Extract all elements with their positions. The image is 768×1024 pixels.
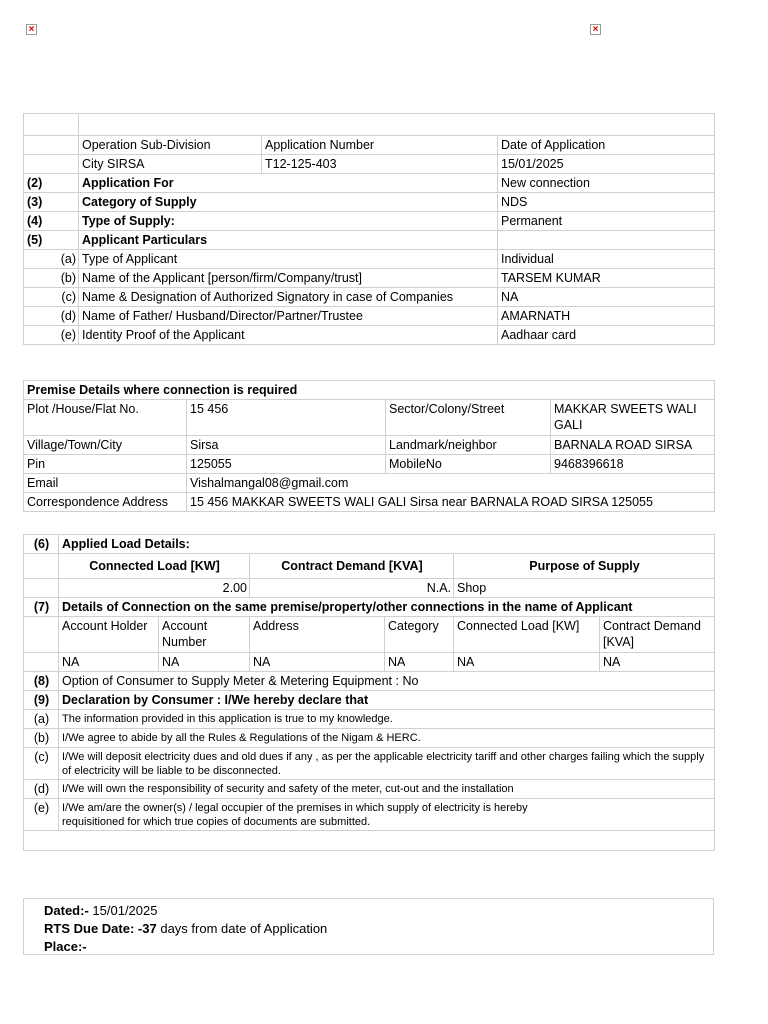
contract-demand-kva-header: Contract Demand [KVA]: [600, 617, 715, 653]
sub-item-letter: (b): [24, 269, 79, 288]
rts-days: -37: [137, 921, 157, 936]
category-header: Category: [385, 617, 454, 653]
application-for-value: New connection: [498, 174, 715, 193]
plot-value: 15 456: [187, 400, 386, 436]
dated-label: Dated:-: [44, 903, 89, 918]
pin-label: Pin: [24, 455, 187, 474]
address-header: Address: [250, 617, 385, 653]
connected-load-header: Connected Load [KW]: [59, 554, 250, 579]
purpose-of-supply-header: Purpose of Supply: [454, 554, 715, 579]
section-number: (7): [24, 598, 59, 617]
type-of-applicant-label: Type of Applicant: [79, 250, 498, 269]
authorized-signatory-label: Name & Designation of Authorized Signatory in case of Companies: [79, 288, 498, 307]
category-of-supply-label: Category of Supply: [79, 193, 498, 212]
section-number: (4): [24, 212, 79, 231]
correspondence-address-label: Correspondence Address: [24, 493, 187, 512]
application-for-label: Application For: [79, 174, 498, 193]
spacer-row: [24, 831, 715, 851]
account-holder-value: NA: [59, 653, 159, 672]
sub-item-letter: (a): [24, 710, 59, 729]
section-number: (2): [24, 174, 79, 193]
declaration-item: I/We agree to abide by all the Rules & Regulations of the Nigam & HERC.: [59, 729, 715, 748]
village-value: Sirsa: [187, 436, 386, 455]
contract-demand-value: N.A.: [250, 579, 454, 598]
contract-demand-header: Contract Demand [KVA]: [250, 554, 454, 579]
section-number: (3): [24, 193, 79, 212]
contract-demand-kva-value: NA: [600, 653, 715, 672]
applicant-name-label: Name of the Applicant [person/firm/Company/trust]: [79, 269, 498, 288]
sub-item-letter: (e): [24, 799, 59, 831]
category-value: NA: [385, 653, 454, 672]
date-of-application-value: 15/01/2025: [498, 155, 715, 174]
landmark-label: Landmark/neighbor: [386, 436, 551, 455]
father-name-value: AMARNATH: [498, 307, 715, 326]
sector-value: MAKKAR SWEETS WALI GALI: [551, 400, 715, 436]
sub-item-letter: (d): [24, 780, 59, 799]
op-sub-division-label: Operation Sub-Division: [79, 136, 262, 155]
village-label: Village/Town/City: [24, 436, 187, 455]
broken-image-icon: ×: [26, 24, 37, 35]
type-of-supply-value: Permanent: [498, 212, 715, 231]
premise-details-table: [23, 380, 715, 512]
sector-label: Sector/Colony/Street: [386, 400, 551, 436]
type-of-applicant-value: Individual: [498, 250, 715, 269]
declaration-item: I/We am/are the owner(s) / legal occupier of the premises in which supply of electricity is hereby requisitioned for which true copies of documents are submitted.: [59, 799, 715, 831]
identity-proof-label: Identity Proof of the Applicant: [79, 326, 498, 345]
email-value: Vishalmangal08@gmail.com: [187, 474, 715, 493]
meter-option-text: Option of Consumer to Supply Meter & Metering Equipment : No: [59, 672, 715, 691]
declaration-item: The information provided in this application is true to my knowledge.: [59, 710, 715, 729]
declaration-item: I/We will deposit electricity dues and old dues if any , as per the applicable electricity tariff and other charges failing which the supply of electricity will be liable to be disconnected.: [59, 748, 715, 780]
dated-value: 15/01/2025: [92, 903, 158, 918]
authorized-signatory-value: NA: [498, 288, 715, 307]
application-table: [23, 113, 715, 345]
email-label: Email: [24, 474, 187, 493]
applied-load-title: Applied Load Details:: [59, 535, 715, 554]
other-connections-title: Details of Connection on the same premise/property/other connections in the name of Applicant: [59, 598, 715, 617]
mobile-value: 9468396618: [551, 455, 715, 474]
sub-item-letter: (e): [24, 326, 79, 345]
connected-load-value: 2.00: [59, 579, 250, 598]
section-number: (5): [24, 231, 79, 250]
pin-value: 125055: [187, 455, 386, 474]
type-of-supply-label: Type of Supply:: [79, 212, 498, 231]
place-label: Place:-: [44, 939, 87, 954]
category-of-supply-value: NDS: [498, 193, 715, 212]
application-number-value: T12-125-403: [262, 155, 498, 174]
rts-suffix: days from date of Application: [160, 921, 328, 936]
sub-item-letter: (b): [24, 729, 59, 748]
mobile-label: MobileNo: [386, 455, 551, 474]
rts-due-label: RTS Due Date:: [44, 921, 135, 936]
application-number-label: Application Number: [262, 136, 498, 155]
account-number-header: Account Number: [159, 617, 250, 653]
connected-load-kw-value: NA: [454, 653, 600, 672]
section-number: (6): [24, 535, 59, 554]
identity-proof-value: Aadhaar card: [498, 326, 715, 345]
section-number: (8): [24, 672, 59, 691]
section-number: (9): [24, 691, 59, 710]
premise-details-title: Premise Details where connection is required: [24, 381, 715, 400]
declaration-title: Declaration by Consumer : I/We hereby declare that: [59, 691, 715, 710]
applicant-particulars-label: Applicant Particulars: [79, 231, 498, 250]
op-sub-division-value: City SIRSA: [79, 155, 262, 174]
connected-load-kw-header: Connected Load [KW]: [454, 617, 600, 653]
broken-image-icon: ×: [590, 24, 601, 35]
sub-item-letter: (c): [24, 748, 59, 780]
correspondence-address-value: 15 456 MAKKAR SWEETS WALI GALI Sirsa near BARNALA ROAD SIRSA 125055: [187, 493, 715, 512]
sub-item-letter: (c): [24, 288, 79, 307]
address-value: NA: [250, 653, 385, 672]
father-name-label: Name of Father/ Husband/Director/Partner/Trustee: [79, 307, 498, 326]
account-holder-header: Account Holder: [59, 617, 159, 653]
sub-item-letter: (a): [24, 250, 79, 269]
date-of-application-label: Date of Application: [498, 136, 715, 155]
purpose-of-supply-value: Shop: [454, 579, 715, 598]
declaration-item: I/We will own the responsibility of security and safety of the meter, cut-out and the installation: [59, 780, 715, 799]
landmark-value: BARNALA ROAD SIRSA: [551, 436, 715, 455]
plot-label: Plot /House/Flat No.: [24, 400, 187, 436]
load-and-declaration-table: [23, 534, 715, 851]
applicant-name-value: TARSEM KUMAR: [498, 269, 715, 288]
account-number-value: NA: [159, 653, 250, 672]
sub-item-letter: (d): [24, 307, 79, 326]
signature-footer: [23, 898, 714, 955]
